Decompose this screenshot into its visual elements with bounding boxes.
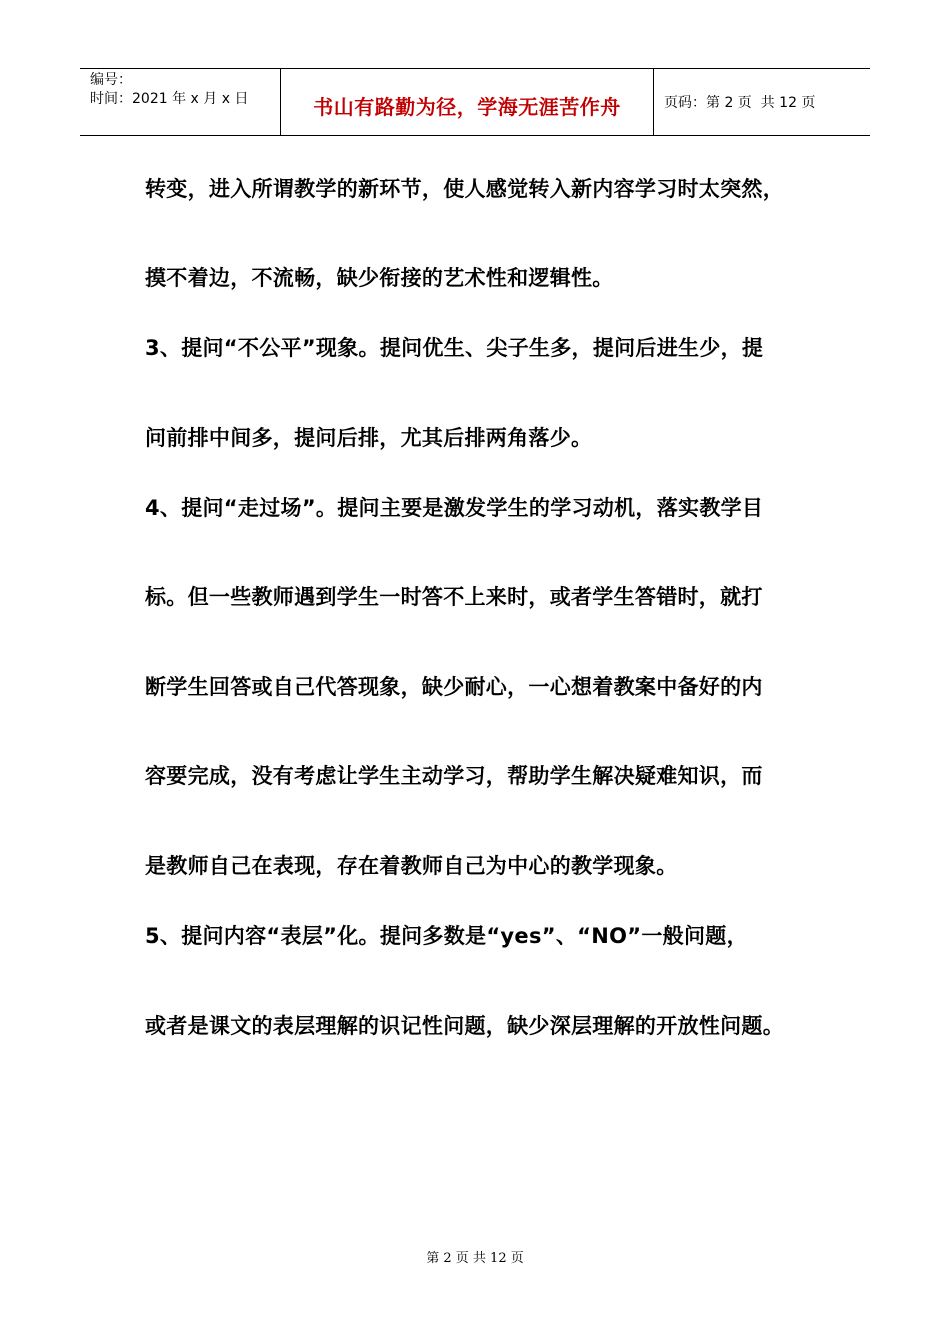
- page-header: [80, 68, 870, 136]
- body-line: 5、提问内容“表层”化。提问多数是“yes”、“NO”一般问题，: [145, 924, 748, 948]
- header-motto: 书山有路勤为径，学海无涯苦作舟: [313, 94, 621, 119]
- body-line: 转变，进入所谓教学的新环节，使人感觉转入新内容学习时太突然，: [145, 177, 784, 201]
- header-motto-cell: [281, 69, 654, 135]
- body-line: 是教师自己在表现，存在着教师自己为中心的教学现象。: [145, 854, 678, 878]
- body-line: 断学生回答或自己代答现象，缺少耐心，一心想着教案中备好的内: [145, 675, 763, 699]
- body-line: 4、提问“走过场”。提问主要是激发学生的学习动机，落实教学目: [145, 496, 764, 520]
- body-line: 容要完成，没有考虑让学生主动学习，帮助学生解决疑难知识，而: [145, 764, 763, 788]
- header-meta-cell: [80, 69, 281, 135]
- document-number-label: 编号：: [90, 72, 132, 88]
- body-line: 标。但一些教师遇到学生一时答不上来时，或者学生答错时，就打: [145, 585, 763, 609]
- body-line: 或者是课文的表层理解的识记性问题，缺少深层理解的开放性问题。: [145, 1014, 784, 1038]
- body-line: 摸不着边，不流畅，缺少衔接的艺术性和逻辑性。: [145, 266, 614, 290]
- body-line: 3、提问“不公平”现象。提问优生、尖子生多，提问后进生少，提: [145, 336, 764, 360]
- header-page-info: 页码：第 2 页 共 12 页: [664, 95, 816, 111]
- body-line: 问前排中间多，提问后排，尤其后排两角落少。: [145, 426, 593, 450]
- page-footer: 第 2 页 共 12 页: [426, 1251, 524, 1266]
- document-time-label: 时间：2021 年 x 月 x 日: [90, 91, 249, 107]
- header-page-cell: [654, 69, 870, 135]
